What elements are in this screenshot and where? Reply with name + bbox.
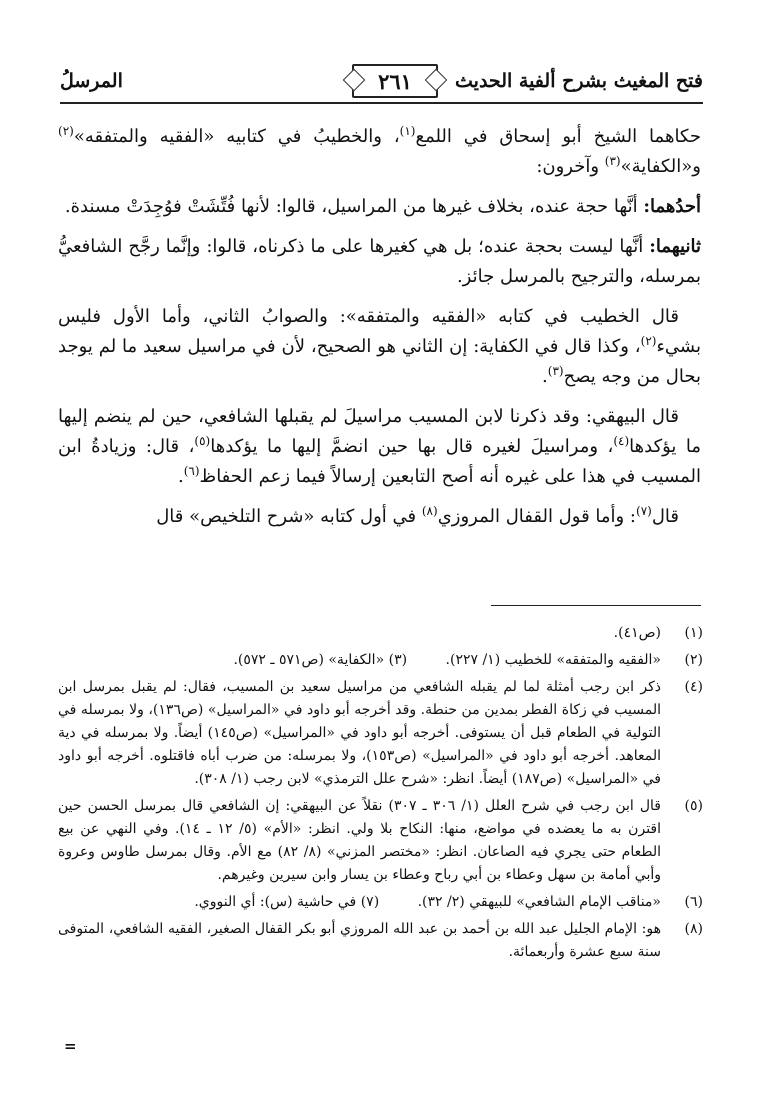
paragraph: أحدُهما: أنَّها حجة عنده، بخلاف غيرها من المراسيل، قالوا: لأنها فُتِّشَتْ فوُجِدَتْ مسندة. xyxy=(64,196,701,217)
footnote-number: (٨) xyxy=(684,921,703,937)
section-title: المرسلُ xyxy=(60,70,123,92)
footnotes xyxy=(58,622,703,968)
footnote-ref[interactable]: (٦) xyxy=(183,464,200,478)
footnote-number: (٥) xyxy=(684,798,703,814)
footnote-ref[interactable]: (٧) xyxy=(636,504,652,518)
footnote-ref[interactable]: (٣) xyxy=(604,154,621,168)
main-text xyxy=(58,122,701,542)
footnote-ref[interactable]: (٢) xyxy=(58,124,74,138)
footnote-number: (٧) xyxy=(360,894,380,910)
footnote-ref[interactable]: (٣) xyxy=(547,364,564,378)
continuation-mark: = xyxy=(64,1037,77,1055)
footnote-number: (١) xyxy=(684,625,703,641)
ornament-icon xyxy=(343,69,366,92)
footnote xyxy=(58,891,703,914)
footnote-number: (٦) xyxy=(684,894,703,910)
footnote-number: (٣) xyxy=(388,652,408,668)
footnote xyxy=(58,622,703,645)
footnote xyxy=(58,649,703,672)
footnote-ref[interactable]: (٤) xyxy=(613,434,630,448)
ornament-icon xyxy=(425,69,448,92)
footnote-text: «مناقب الإمام الشافعي» للبيهقي (٢/ ٣٢). xyxy=(417,894,661,910)
footnote-text: «الكفاية» (ص٥٧١ ـ ٥٧٢). xyxy=(233,652,385,668)
paragraph: قال الخطيب في كتابه «الفقيه والمتفقه»: والصوابُ الثاني، وأما الأول فليس بشيء$^{(٢)}$، وكذا قال في الكفاية: إن الثاني هو الصحيح، لأن في مراسيل سعيد ما لم يوجد بحال من وجه يصح$^{(٣)}$. xyxy=(58,306,701,387)
paragraph: حكاهما الشيخ أبو إسحاق في اللمع$^{(١)}$، والخطيبُ في كتابيه «الفقيه والمتفقه»$^{(٢)}$ و«الكفاية»$^{(٣)}$ وآخرون: xyxy=(58,124,701,177)
book-title: فتح المغيث بشرح ألفية الحديث xyxy=(455,70,703,92)
paragraph: قال$^{(٧)}$: وأما قول القفال المروزي$^{(٨)}$ في أول كتابه «شرح التلخيص» قال xyxy=(156,504,679,527)
footnote xyxy=(58,918,703,964)
footnote-ref[interactable]: (١) xyxy=(399,124,416,138)
footnote-separator xyxy=(491,605,701,606)
footnote-text: (ص٤١). xyxy=(613,625,661,641)
paragraph: قال البيهقي: وقد ذكرنا لابن المسيب مراسيلَ لم يقبلها الشافعي، حين لم ينضم إليها ما يؤكدها$^{(٤)}$، ومراسيلَ لغيره قال بها حين انضمَّ إليها ما يؤكدها$^{(٥)}$، قال: وزيادةُ ابن المسيب في هذا على غيره أنه أصح التابعين إرسالاً فيما زعم الحفاظ$^{(٦)}$. xyxy=(58,406,702,487)
footnote-number: (٤) xyxy=(684,679,703,695)
footnote xyxy=(58,795,703,887)
page-header xyxy=(60,62,703,102)
paragraph: ثانيهما: أنَّها ليست بحجة عنده؛ بل هي كغيرها على ما ذكرناه، قالوا: وإنَّما رجَّح الشافعيُّ بمرسله، والترجيح بالمرسل جائز. xyxy=(58,236,701,287)
header-rule xyxy=(60,102,703,104)
footnote-text: في حاشية (س): أي النووي. xyxy=(194,894,357,910)
footnote-number: (٢) xyxy=(684,652,703,668)
paragraph-lead: أحدُهما: xyxy=(643,196,701,217)
footnote xyxy=(58,676,703,791)
footnote-ref[interactable]: (٨) xyxy=(421,504,438,518)
paragraph-lead: ثانيهما: xyxy=(649,236,701,257)
footnote-ref[interactable]: (٢) xyxy=(640,334,657,348)
footnote-text: هو: الإمام الجليل عبد الله بن أحمد بن عبد الله المروزي أبو بكر القفال الصغير، الفقيه الشافعي، المتوفى سنة سبع عشرة وأربعمائة. xyxy=(58,921,661,960)
footnote-ref[interactable]: (٥) xyxy=(194,434,211,448)
footnote-text: قال ابن رجب في شرح العلل (١/ ٣٠٦ ـ ٣٠٧) نقلاً عن البيهقي: إن الشافعي قال بمرسل الحسن حين اقترن به ما يعضده في مواضع، منها: النكاح بلا ولي. انظر: «الأم» (٥/ ١٢ ـ ١٤). وفي النهي عن بيع الطعام حتى يجري فيه الصاعان. انظر: «مختصر المزني» (٨/ ٨٢) مع الأم. وقال بمرسل طاوس وعروة وأبي أمامة بن سهل وعطاء بن أبي رباح وعطاء بن يسار وابن سيرين وغيرهم. xyxy=(58,798,661,883)
page-number-box xyxy=(352,64,438,98)
footnote-text: «الفقيه والمتفقه» للخطيب (١/ ٢٢٧). xyxy=(445,652,661,668)
page-number: ٢٦١ xyxy=(378,68,412,94)
footnote-text: ذكر ابن رجب أمثلة لما لم يقبله الشافعي من مراسيل سعيد بن المسيب، فقال: لم يقبل بمرسل ابن المسيب في زكاة الفطر بمدين من حنطة. وقد أخرجه أبو داود في «المراسيل» (ص١٣٦)، ولا بمرسله في التولية في الطعام قبل أن يستوفى. أخرجه أبو داود في «المراسيل» (ص١٤٥) أيضاً. ولا بمرسله في دية المعاهد. أخرجه أبو داود في «المراسيل» (ص١٥٣)، ولا بمرسله: من ضرب أباه فاقتلوه. أخرجه أبو داود في «المراسيل» (ص١٨٧) أيضاً. انظر: «شرح علل الترمذي» لابن رجب (١/ ٣٠٨). xyxy=(58,679,662,787)
